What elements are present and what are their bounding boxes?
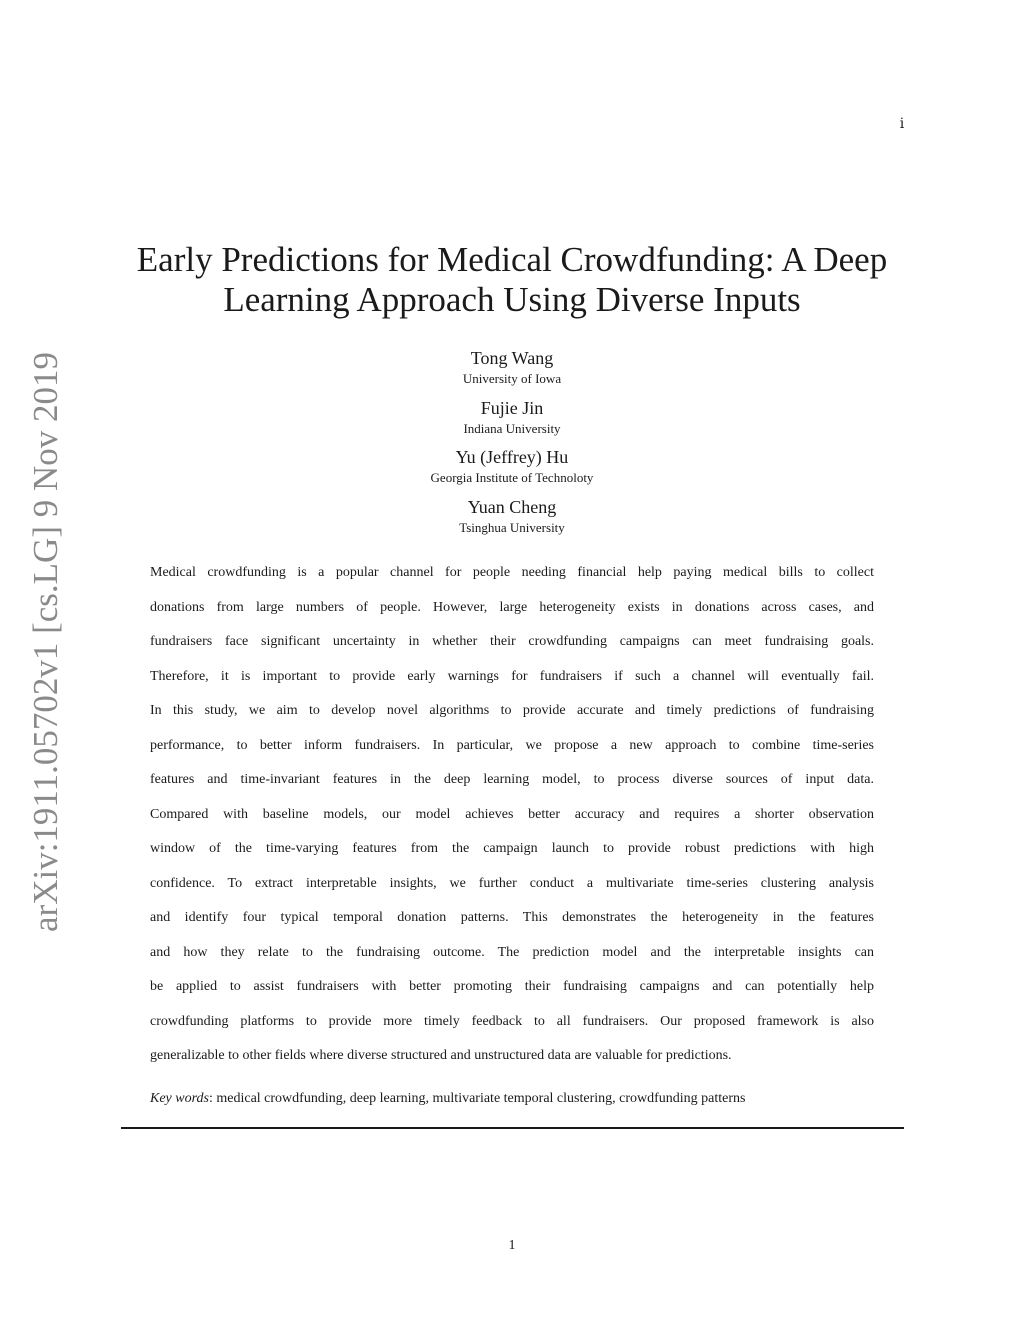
abstract-line: Medical crowdfunding is a popular channel for people needing financial help paying medical bills to collect bbox=[150, 565, 874, 580]
abstract-line: confidence. To extract interpretable insights, we further conduct a multivariate time-series clustering analysis bbox=[150, 875, 874, 891]
abstract-line: Therefore, it is important to provide early warnings for fundraisers if such a channel will eventually fail. bbox=[150, 668, 874, 684]
page-roman-numeral: i bbox=[899, 116, 905, 132]
author-name: Yu (Jeffrey) Hu bbox=[455, 447, 569, 467]
author-affiliation: Tsinghua University bbox=[459, 519, 565, 535]
author-affiliation: Indiana University bbox=[463, 420, 561, 436]
keywords bbox=[150, 1088, 874, 1110]
abstract-line: and how they relate to the fundraising outcome. The prediction model and the interpretable insights can bbox=[150, 944, 874, 960]
abstract-line: fundraisers face significant uncertainty in whether their crowdfunding campaigns can meet fundraising goals. bbox=[150, 634, 874, 649]
abstract-line: generalizable to other fields where diverse structured and unstructured data are valuable for predictions. bbox=[150, 1048, 732, 1063]
abstract-line: features and time-invariant features in the deep learning model, to process diverse sources of input data. bbox=[150, 772, 874, 787]
abstract-line: and identify four typical temporal donation patterns. This demonstrates the heterogeneity in the features bbox=[150, 910, 874, 925]
abstract-line: crowdfunding platforms to provide more timely feedback to all fundraisers. Our proposed framework is also bbox=[150, 1013, 874, 1029]
author-block bbox=[312, 445, 712, 495]
author-name: Yuan Cheng bbox=[467, 496, 557, 517]
author-block bbox=[312, 346, 712, 396]
abstract bbox=[150, 556, 874, 1074]
horizontal-rule bbox=[121, 1127, 904, 1129]
abstract-line: window of the time-varying features from the campaign launch to provide robust predictions with high bbox=[150, 841, 874, 856]
arxiv-identifier-stamp: arXiv:1911.05702v1 [cs.LG] 9 Nov 2019 bbox=[26, 351, 65, 932]
keywords-separator: : bbox=[208, 1091, 213, 1106]
abstract-line: be applied to assist fundraisers with better promoting their fundraising campaigns and can potentially help bbox=[150, 979, 874, 994]
abstract-line: In this study, we aim to develop novel algorithms to provide accurate and timely predictions of fundraising bbox=[150, 703, 874, 718]
author-affiliation: Georgia Institute of Technoloty bbox=[430, 470, 594, 485]
keywords-text: medical crowdfunding, deep learning, multivariate temporal clustering, crowdfunding patterns bbox=[216, 1091, 746, 1106]
author-block bbox=[312, 495, 712, 545]
author-name: Fujie Jin bbox=[480, 397, 544, 418]
page-number: 1 bbox=[508, 1238, 516, 1253]
abstract-line: donations from large numbers of people. However, large heterogeneity exists in donations across cases, and bbox=[150, 599, 874, 615]
author-name: Tong Wang bbox=[470, 348, 554, 368]
abstract-line: Compared with baseline models, our model achieves better accuracy and requires a shorter observation bbox=[150, 806, 874, 822]
abstract-line: performance, to better inform fundraisers. In particular, we propose a new approach to combine time-series bbox=[150, 737, 874, 753]
author-list bbox=[312, 346, 712, 544]
paper-title: Early Predictions for Medical Crowdfunding: A Deep Learning Approach Using Diverse Inputs bbox=[136, 240, 888, 319]
author-block bbox=[312, 396, 712, 446]
keywords-label: Key words bbox=[150, 1091, 209, 1106]
author-affiliation: University of Iowa bbox=[462, 371, 562, 386]
